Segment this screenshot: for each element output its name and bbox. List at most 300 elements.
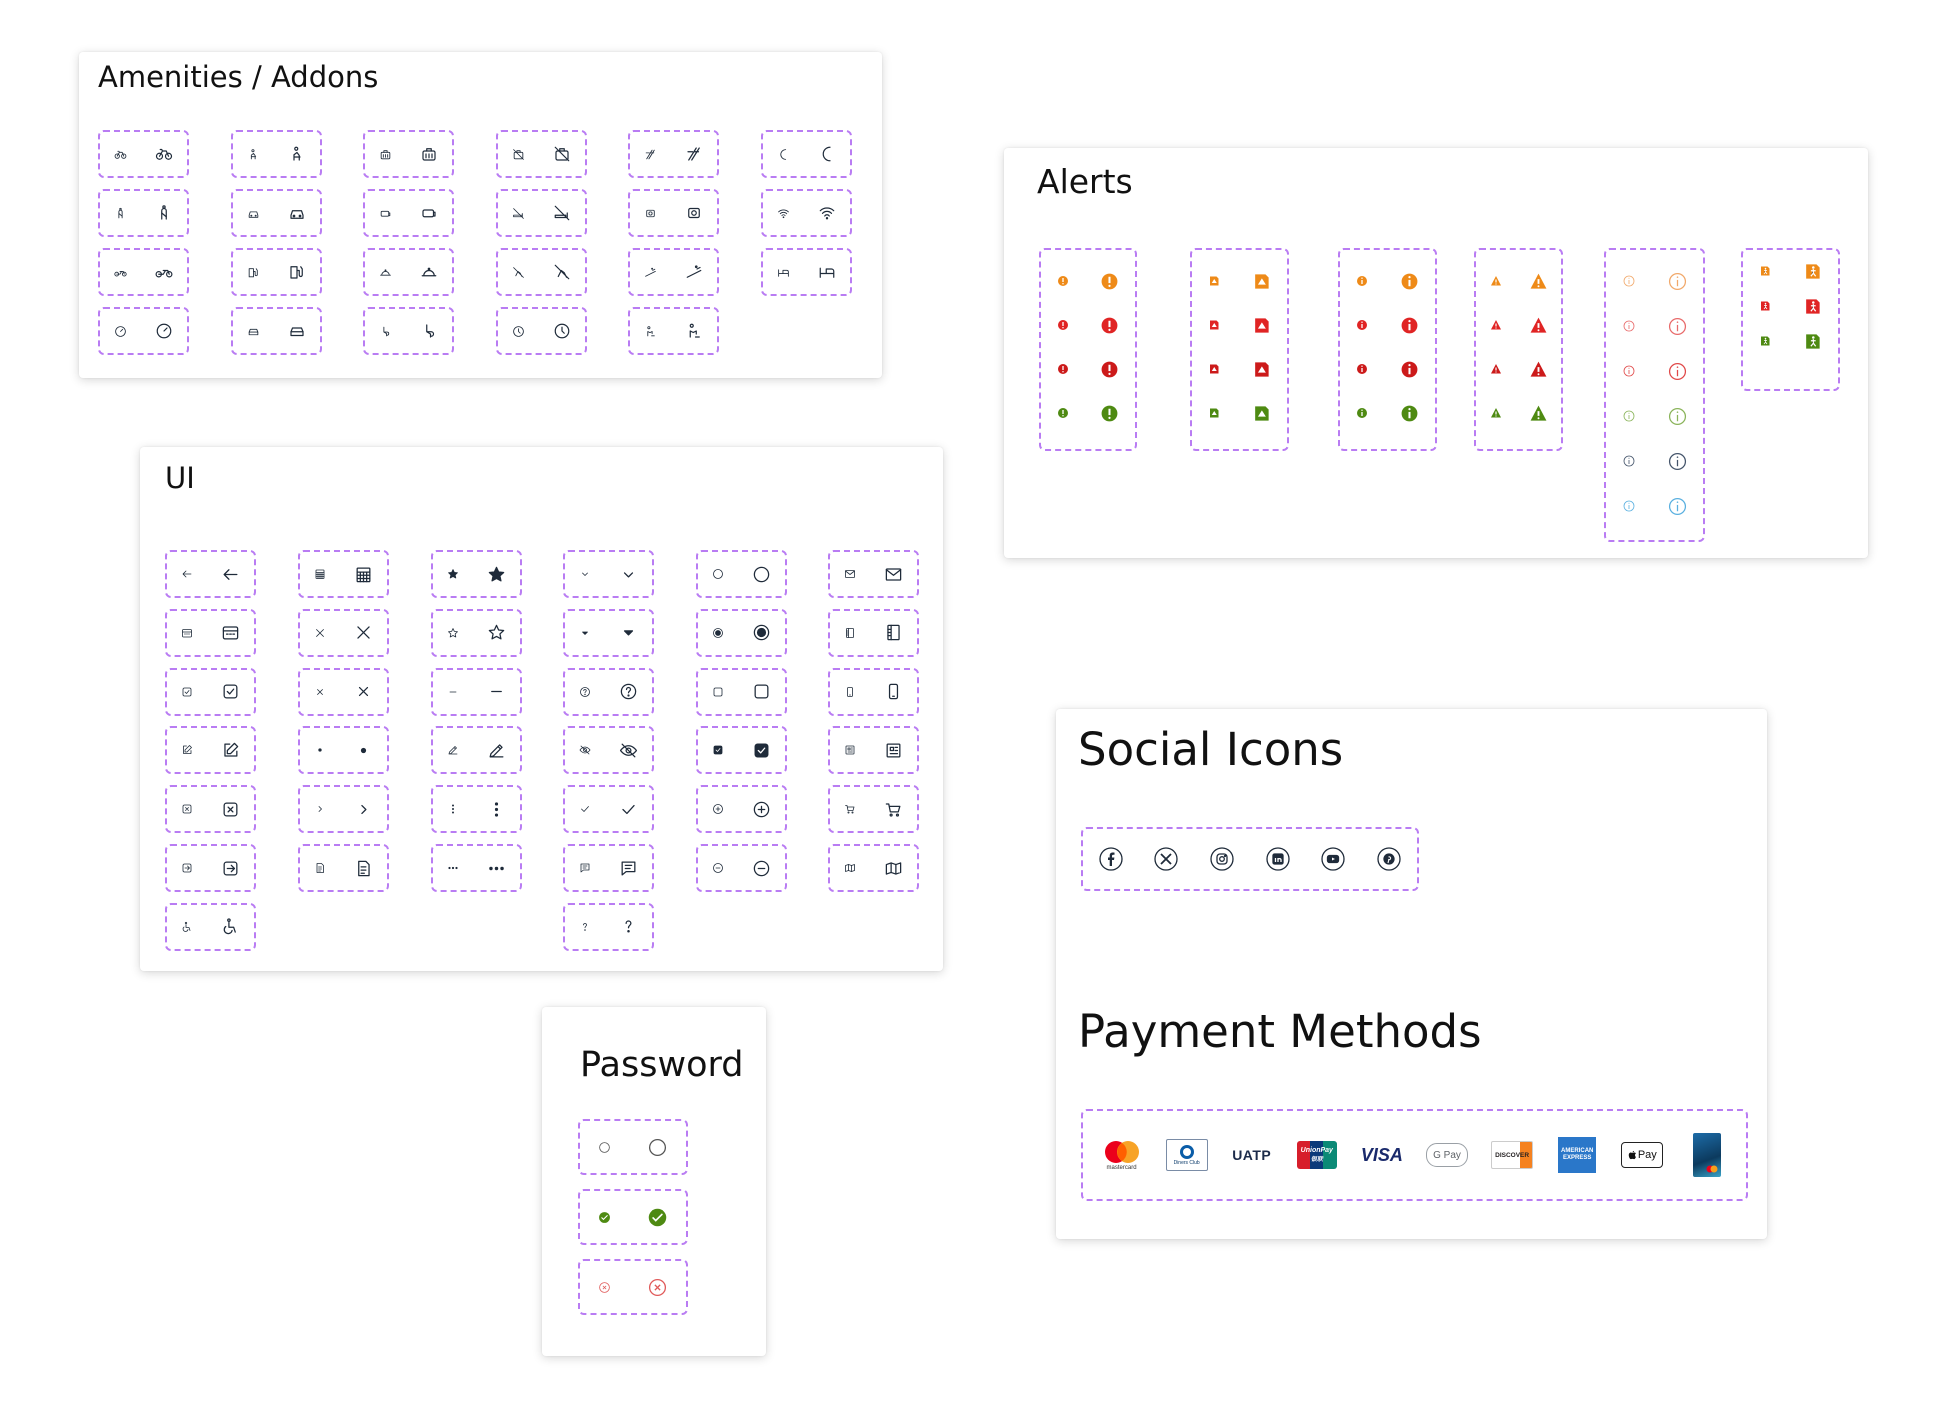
dot-icon-small[interactable] <box>314 744 326 756</box>
password-invalid-icon-box <box>578 1259 688 1315</box>
facebook-icon-button[interactable] <box>1099 847 1123 871</box>
password-valid-icon <box>647 1207 668 1228</box>
alert-outline-info-small <box>1623 455 1635 467</box>
close-square-icon-box <box>165 785 256 833</box>
help-circle-icon <box>619 682 638 701</box>
password-neutral-icon-small <box>598 1141 611 1154</box>
plus-circle-icon-pair <box>698 787 785 831</box>
child-seat-icon-box <box>231 130 322 178</box>
chevron-down-icon-small[interactable] <box>579 568 591 580</box>
checkbox-checked-icon-box <box>696 726 787 774</box>
alert-outline-info-small <box>1623 365 1635 377</box>
close-square-icon-pair <box>167 787 254 831</box>
close-icon <box>314 686 326 698</box>
document-icon <box>314 862 326 874</box>
close-icon-pair <box>300 670 387 714</box>
outline-info-icon <box>1623 365 1635 377</box>
minus-circle-icon-large[interactable] <box>752 859 771 878</box>
close-square-icon-large[interactable] <box>221 800 240 819</box>
map-icon-pair <box>830 846 917 890</box>
circle-exclamation-icon <box>1100 316 1119 335</box>
close-square-icon <box>181 803 193 815</box>
checkbox-icon-small[interactable] <box>181 686 193 698</box>
meet-greet-icon-box <box>628 307 719 355</box>
alert-triangle-warning-row <box>1476 400 1561 426</box>
password-invalid-icon-pair <box>580 1261 686 1313</box>
outline-info-icon <box>1623 320 1635 332</box>
mastercard-logo <box>1100 1131 1144 1179</box>
circle-info-icon <box>1356 363 1368 375</box>
tag-triangle-icon <box>1208 363 1220 375</box>
triangle-warning-icon <box>1490 275 1502 287</box>
alert-group-outline-info <box>1604 248 1705 542</box>
speedometer-icon <box>155 322 173 340</box>
charging-station-icon <box>288 263 306 281</box>
youtube-icon <box>1321 847 1345 871</box>
alert-group-triangle-warning <box>1474 248 1563 451</box>
pencil-icon-pair <box>433 728 520 772</box>
social-title: Social Icons <box>1078 723 1344 776</box>
discover-logo <box>1490 1131 1534 1179</box>
document-icon-small[interactable] <box>314 862 326 874</box>
radio-selected-icon <box>712 627 724 639</box>
edit-icon-large[interactable] <box>221 741 240 760</box>
bicycle-icon-large <box>155 145 173 163</box>
no-smoking-icon-pair <box>498 191 585 235</box>
no-pets-icon-box <box>496 248 587 296</box>
alert-outline-info-small <box>1623 500 1635 512</box>
question-mark-icon-large[interactable] <box>619 917 638 936</box>
caret-down-icon <box>579 627 591 639</box>
radio-selected-icon-pair <box>698 611 785 655</box>
checkbox-icon <box>181 686 193 698</box>
minus-circle-icon-small[interactable] <box>712 862 724 874</box>
alert-outline-info-large <box>1668 317 1687 336</box>
alert-group-circle-info <box>1338 248 1437 451</box>
alert-tag-triangle-row <box>1192 312 1287 338</box>
help-circle-icon-large[interactable] <box>619 682 638 701</box>
ramp-icon-pair <box>630 250 717 294</box>
checkbox-checked-icon-large[interactable] <box>752 741 771 760</box>
phone-book-icon-small[interactable] <box>844 627 856 639</box>
star-outline-icon-large[interactable] <box>487 623 506 642</box>
radio-selected-icon-large[interactable] <box>752 623 771 642</box>
outline-info-icon <box>1668 407 1687 426</box>
chevron-right-icon-pair <box>300 787 387 831</box>
apple-pay-logo <box>1620 1131 1664 1179</box>
unionpay-sub: 银联 <box>1310 1157 1323 1163</box>
arrow-left-icon-box <box>165 550 256 598</box>
caret-down-icon-pair <box>565 611 652 655</box>
star-filled-icon-small[interactable] <box>447 568 459 580</box>
baby-seat-icon-small <box>379 325 392 338</box>
tag-triangle-icon <box>1252 404 1271 423</box>
pencil-icon-large[interactable] <box>487 741 506 760</box>
map-icon-large[interactable] <box>884 859 903 878</box>
mail-icon-large[interactable] <box>884 565 903 584</box>
alert-circle-exclamation-small <box>1057 275 1069 287</box>
roof-box-icon-large <box>685 204 703 222</box>
rectangle-box-icon-box <box>363 189 454 237</box>
help-circle-icon-small[interactable] <box>579 686 591 698</box>
newspaper-icon-small[interactable] <box>844 744 856 756</box>
child-seat-icon <box>288 145 306 163</box>
alert-outline-info-large <box>1668 407 1687 426</box>
mobile-icon-large[interactable] <box>884 682 903 701</box>
social-icons-frame <box>1081 827 1419 891</box>
wifi-icon-pair <box>763 191 850 235</box>
star-outline-icon <box>447 627 459 639</box>
wheelchair-icon <box>221 917 240 936</box>
youtube-icon-button[interactable] <box>1321 847 1345 871</box>
american-express-logo-label: AMERICAN EXPRESS <box>1561 1148 1594 1161</box>
ui-title: UI <box>165 461 195 495</box>
calendar-grid-icon-pair <box>300 552 387 596</box>
arrow-left-icon <box>181 568 193 580</box>
alert-tag-person-large <box>1803 297 1822 316</box>
alert-circle-exclamation-row <box>1041 400 1135 426</box>
alert-outline-info-row <box>1606 358 1703 384</box>
arrow-left-icon-large[interactable] <box>221 565 240 584</box>
ski-rack-icon-box <box>628 130 719 178</box>
no-pets-icon-small <box>512 266 525 279</box>
minus-circle-icon-box <box>696 844 787 892</box>
star-filled-icon-large[interactable] <box>487 565 506 584</box>
calendar-grid-icon <box>354 565 373 584</box>
phone-book-icon-box <box>828 609 919 657</box>
speedometer-icon-box <box>98 307 189 355</box>
meet-greet-icon <box>644 325 657 338</box>
chevron-down-icon-large[interactable] <box>619 565 638 584</box>
password-neutral-icon-pair <box>580 1121 686 1173</box>
roof-box-icon-box <box>628 189 719 237</box>
chevron-right-icon-small[interactable] <box>314 803 326 815</box>
car-icon-box <box>231 189 322 237</box>
luggage-icon <box>420 145 438 163</box>
luggage-icon-pair <box>365 132 452 176</box>
close-large-icon-pair <box>300 611 387 655</box>
bed-icon-large <box>818 263 836 281</box>
alert-circle-info-small <box>1356 407 1368 419</box>
circle-info-icon <box>1400 316 1419 335</box>
outline-info-icon <box>1668 452 1687 471</box>
moon-icon-large <box>818 145 836 163</box>
password-neutral-icon <box>598 1141 611 1154</box>
radio-empty-icon-small[interactable] <box>712 568 724 580</box>
chat-icon <box>619 859 638 878</box>
close-large-icon-large[interactable] <box>354 623 373 642</box>
alert-circle-exclamation-small <box>1057 407 1069 419</box>
more-vertical-icon-small[interactable] <box>447 803 459 815</box>
car-icon-small <box>247 207 260 220</box>
no-smoking-icon-small <box>512 207 525 220</box>
check-icon-large[interactable] <box>619 800 638 819</box>
charging-station-icon-large <box>288 263 306 281</box>
calendar-grid-icon-large[interactable] <box>354 565 373 584</box>
edit-icon-small[interactable] <box>181 744 193 756</box>
close-large-icon-small[interactable] <box>314 627 326 639</box>
minus-icon-small[interactable] <box>447 686 459 698</box>
motorbike-icon <box>155 263 173 281</box>
radio-selected-icon <box>752 623 771 642</box>
newspaper-icon-large[interactable] <box>884 741 903 760</box>
outline-info-icon <box>1668 272 1687 291</box>
food-cover-icon <box>379 266 392 279</box>
minus-circle-icon <box>712 862 724 874</box>
password-card <box>542 1007 766 1356</box>
tag-triangle-icon <box>1252 316 1271 335</box>
mail-icon-small[interactable] <box>844 568 856 580</box>
dot-icon-large[interactable] <box>354 741 373 760</box>
instagram-icon-button[interactable] <box>1210 847 1234 871</box>
checkbox-checked-icon-pair <box>698 728 785 772</box>
wheelchair-icon <box>181 921 193 933</box>
alert-tag-triangle-row <box>1192 268 1287 294</box>
alert-triangle-warning-small <box>1490 319 1502 331</box>
radio-selected-icon-small[interactable] <box>712 627 724 639</box>
tag-person-icon <box>1759 335 1771 347</box>
ramp-icon-small <box>644 266 657 279</box>
mobile-icon-small[interactable] <box>844 686 856 698</box>
more-horizontal-icon-small[interactable] <box>447 862 459 874</box>
linkedin-icon-button[interactable] <box>1266 847 1290 871</box>
alert-circle-exclamation-small <box>1057 363 1069 375</box>
checkbox-icon <box>221 682 240 701</box>
no-smoking-icon-large <box>553 204 571 222</box>
chevron-right-icon-large[interactable] <box>354 800 373 819</box>
alert-circle-exclamation-row <box>1041 268 1135 294</box>
calendar-icon <box>221 623 240 642</box>
document-icon-large[interactable] <box>354 859 373 878</box>
pinterest-icon-button[interactable] <box>1377 847 1401 871</box>
password-valid-icon-pair <box>580 1191 686 1243</box>
rectangle-box-icon <box>420 204 438 222</box>
radio-empty-icon-box <box>696 550 787 598</box>
newspaper-icon-pair <box>830 728 917 772</box>
close-icon-large[interactable] <box>354 682 373 701</box>
eye-off-icon <box>579 744 591 756</box>
exit-icon-small[interactable] <box>181 862 193 874</box>
no-pets-icon-pair <box>498 250 585 294</box>
discover-logo-label: DISCOVER <box>1495 1151 1530 1159</box>
calendar-icon-small[interactable] <box>181 627 193 639</box>
close-icon-small[interactable] <box>314 686 326 698</box>
seat-belt-icon <box>155 204 173 222</box>
moon-icon-small <box>777 148 790 161</box>
alert-outline-info-small <box>1623 410 1635 422</box>
visa-logo <box>1360 1131 1404 1179</box>
ui-card <box>140 447 943 971</box>
calendar-icon-large[interactable] <box>221 623 240 642</box>
plus-circle-icon-large[interactable] <box>752 800 771 819</box>
alert-tag-person-large <box>1803 262 1822 281</box>
close-icon-box <box>298 668 389 716</box>
more-horizontal-icon-large[interactable] <box>487 859 506 878</box>
bicycle-icon <box>114 148 127 161</box>
calendar-icon-pair <box>167 611 254 655</box>
outline-info-icon <box>1623 275 1635 287</box>
outline-info-icon <box>1668 362 1687 381</box>
minus-circle-icon <box>752 859 771 878</box>
help-circle-icon-pair <box>565 670 652 714</box>
motorbike-icon-large <box>155 263 173 281</box>
wheelchair-icon-large[interactable] <box>221 917 240 936</box>
outline-info-icon <box>1668 497 1687 516</box>
alert-triangle-warning-small <box>1490 407 1502 419</box>
moon-icon <box>777 148 790 161</box>
circle-exclamation-icon <box>1100 272 1119 291</box>
charging-station-icon-pair <box>233 250 320 294</box>
arrow-left-icon-small[interactable] <box>181 568 193 580</box>
bed-icon <box>818 263 836 281</box>
social-row <box>1083 829 1417 889</box>
edit-icon-box <box>165 726 256 774</box>
chevron-right-icon <box>314 803 326 815</box>
tag-triangle-icon <box>1208 319 1220 331</box>
close-square-icon-small[interactable] <box>181 803 193 815</box>
eye-off-icon-large[interactable] <box>619 741 638 760</box>
pencil-icon-small[interactable] <box>447 744 459 756</box>
phone-book-icon-pair <box>830 611 917 655</box>
more-horizontal-icon <box>447 862 459 874</box>
alert-circle-exclamation-large <box>1100 404 1119 423</box>
exit-icon-large[interactable] <box>221 859 240 878</box>
circle-exclamation-icon <box>1100 404 1119 423</box>
alerts-card <box>1004 148 1868 558</box>
password-invalid-icon-large <box>647 1277 668 1298</box>
ramp-icon <box>685 263 703 281</box>
mail-icon-box <box>828 550 919 598</box>
rectangle-box-icon <box>379 207 392 220</box>
alert-triangle-warning-row <box>1476 356 1561 382</box>
caret-down-icon-small[interactable] <box>579 627 591 639</box>
question-mark-icon-small[interactable] <box>579 921 591 933</box>
document-icon-box <box>298 844 389 892</box>
phone-book-icon-large[interactable] <box>884 623 903 642</box>
calendar-grid-icon-small[interactable] <box>314 568 326 580</box>
close-icon <box>354 682 373 701</box>
circle-info-icon <box>1400 360 1419 379</box>
alert-tag-triangle-small <box>1208 275 1220 287</box>
tag-triangle-icon <box>1252 360 1271 379</box>
mobile-icon <box>884 682 903 701</box>
document-icon-pair <box>300 846 387 890</box>
password-invalid-icon <box>598 1281 611 1294</box>
cart-icon <box>844 803 856 815</box>
check-icon <box>619 800 638 819</box>
password-neutral-icon <box>647 1137 668 1158</box>
ramp-icon-large <box>685 263 703 281</box>
edit-icon <box>221 741 240 760</box>
plus-circle-icon-small[interactable] <box>712 803 724 815</box>
speedometer-icon-pair <box>100 309 187 353</box>
food-cover-icon-large <box>420 263 438 281</box>
pencil-icon <box>487 741 506 760</box>
radio-empty-icon-large[interactable] <box>752 565 771 584</box>
chat-icon-small[interactable] <box>579 862 591 874</box>
checkbox-empty-icon-small[interactable] <box>712 686 724 698</box>
eye-off-icon-small[interactable] <box>579 744 591 756</box>
more-vertical-icon-large[interactable] <box>487 800 506 819</box>
caret-down-icon <box>619 623 638 642</box>
alert-tag-triangle-large <box>1252 272 1271 291</box>
apple-pay-logo-label: Pay <box>1637 1149 1657 1161</box>
checkbox-icon-large[interactable] <box>221 682 240 701</box>
alert-circle-exclamation-row <box>1041 312 1135 338</box>
phone-book-icon <box>884 623 903 642</box>
payment-title: Payment Methods <box>1078 1005 1482 1058</box>
diners-circle-icon <box>1179 1144 1195 1160</box>
clock-icon-box <box>496 307 587 355</box>
chat-icon-large[interactable] <box>619 859 638 878</box>
wheelchair-icon-small[interactable] <box>181 921 193 933</box>
car-front-icon-box <box>231 307 322 355</box>
star-outline-icon-small[interactable] <box>447 627 459 639</box>
alert-circle-exclamation-large <box>1100 272 1119 291</box>
check-icon-pair <box>565 787 652 831</box>
checkbox-checked-icon-small[interactable] <box>712 744 724 756</box>
circle-exclamation-icon <box>1057 407 1069 419</box>
food-cover-icon-pair <box>365 250 452 294</box>
alert-tag-person-row <box>1743 293 1838 319</box>
alert-group-tag-person <box>1741 248 1840 391</box>
alert-triangle-warning-large <box>1529 316 1548 335</box>
meet-greet-icon-pair <box>630 309 717 353</box>
cart-icon-large[interactable] <box>884 800 903 819</box>
car-front-icon-large <box>288 322 306 340</box>
bed-icon-small <box>777 266 790 279</box>
checkbox-icon-pair <box>167 670 254 714</box>
alert-triangle-warning-large <box>1529 360 1548 379</box>
checkbox-empty-icon-large[interactable] <box>752 682 771 701</box>
social-payment-card <box>1056 709 1767 1239</box>
bicycle-icon-box <box>98 130 189 178</box>
clock-icon-pair <box>498 309 585 353</box>
dot-icon <box>314 744 326 756</box>
apple-icon <box>1628 1150 1637 1160</box>
caret-down-icon-large[interactable] <box>619 623 638 642</box>
check-icon-box <box>563 785 654 833</box>
alert-tag-person-row <box>1743 258 1838 284</box>
triangle-warning-icon <box>1529 316 1548 335</box>
x-icon-button[interactable] <box>1154 847 1178 871</box>
alert-group-circle-exclamation <box>1039 248 1137 451</box>
chevron-down-icon-pair <box>565 552 652 596</box>
bicycle-icon-small <box>114 148 127 161</box>
password-invalid-icon <box>647 1277 668 1298</box>
chevron-right-icon-box <box>298 785 389 833</box>
newspaper-icon <box>844 744 856 756</box>
rectangle-box-icon-pair <box>365 191 452 235</box>
cart-icon-small[interactable] <box>844 803 856 815</box>
star-filled-icon-pair <box>433 552 520 596</box>
outline-info-icon <box>1668 317 1687 336</box>
minus-icon-large[interactable] <box>487 682 506 701</box>
diners-club-logo-label: Diners Club <box>1173 1160 1200 1166</box>
mastercard-circles-icon <box>1102 1139 1142 1165</box>
alert-circle-exclamation-small <box>1057 319 1069 331</box>
no-luggage-icon-large <box>553 145 571 163</box>
star-outline-icon-box <box>431 609 522 657</box>
wheelchair-icon-box <box>165 903 256 951</box>
chevron-down-icon <box>579 568 591 580</box>
map-icon-small[interactable] <box>844 862 856 874</box>
radio-empty-icon <box>712 568 724 580</box>
check-icon-small[interactable] <box>579 803 591 815</box>
alert-outline-info-row <box>1606 268 1703 294</box>
alert-tag-triangle-row <box>1192 356 1287 382</box>
radio-selected-icon-box <box>696 609 787 657</box>
